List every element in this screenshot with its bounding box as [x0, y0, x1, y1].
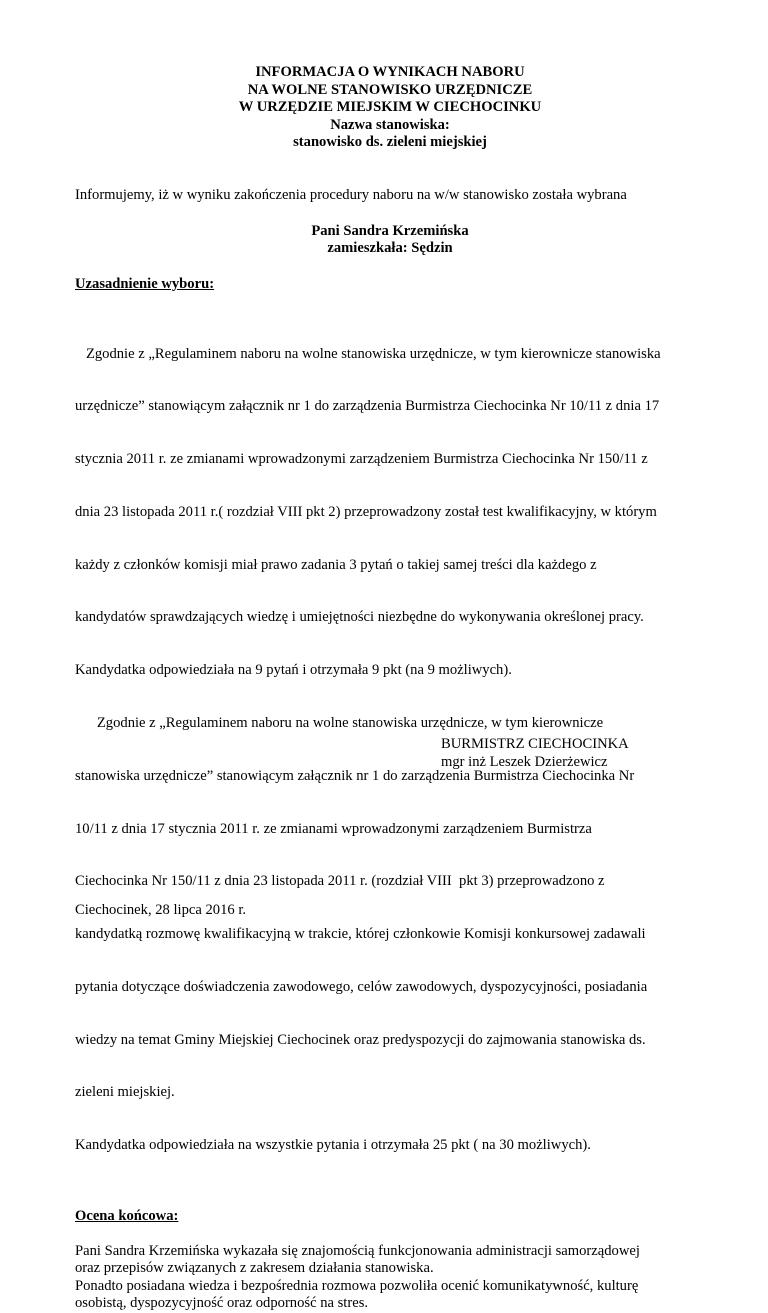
- justification-line: stycznia 2011 r. ze zmianami wprowadzonymi zarządzeniem Burmistrza Ciechocinka Nr 150/11 z: [75, 451, 648, 468]
- assessment-text: [75, 1243, 705, 1313]
- justification-line: Zgodnie z „Regulaminem naboru na wolne stanowiska urzędnicze, w tym kierownicze: [75, 715, 604, 731]
- justification-line: dnia 23 listopada 2011 r.( rozdział VIII pkt 2) przeprowadzony został test kwalifikacyjny, w którym: [75, 503, 657, 520]
- assessment-line: Ponadto posiadana wiedza i bezpośrednia rozmowa pozwoliła ocenić komunikatywność, kulturę: [75, 1277, 639, 1294]
- intro-text: Informujemy, iż w wyniku zakończenia procedury naboru na w/w stanowisko została wybrana: [75, 186, 627, 203]
- position-name: stanowisko ds. zieleni miejskiej: [293, 134, 487, 151]
- candidate-name: Pani Sandra Krzemińska: [311, 222, 469, 239]
- justification-line: zieleni miejskiej.: [75, 1084, 175, 1101]
- justification-line: Ciechocinka Nr 150/11 z dnia 23 listopada 2011 r. (rozdział VIII pkt 3) przeprowadzono z: [75, 873, 605, 890]
- document-header: [75, 64, 705, 152]
- position-label: Nazwa stanowiska:: [330, 116, 450, 133]
- signature-title: BURMISTRZ CIECHOCINKA: [441, 736, 629, 752]
- header-title: INFORMACJA O WYNIKACH NABORU: [255, 64, 525, 80]
- candidate-block: [75, 223, 705, 258]
- assessment-line: Pani Sandra Krzemińska wykazała się znajomością funkcjonowania administracji samorządowej: [75, 1242, 640, 1259]
- justification-line: urzędnicze” stanowiącym załącznik nr 1 do zarządzenia Burmistrza Ciechocinka Nr 10/11 z dnia 17: [75, 398, 660, 415]
- document-date: Ciechocinek, 28 lipca 2016 r.: [75, 902, 247, 918]
- assessment-line: oraz przepisów związanych z zakresem działania stanowiska.: [75, 1260, 434, 1277]
- header-subtitle: NA WOLNE STANOWISKO URZĘDNICZE: [247, 81, 533, 98]
- justification-line: Kandydatka odpowiedziała na 9 pytań i otrzymała 9 pkt (na 9 możliwych).: [75, 662, 512, 679]
- assessment-line: osobistą, dyspozycyjność oraz odporność na stres.: [75, 1295, 369, 1312]
- justification-line: stanowiska urzędnicze” stanowiącym załącznik nr 1 do zarządzenia Burmistrza Ciechocinka Nr: [75, 767, 635, 784]
- justification-line: Zgodnie z „Regulaminem naboru na wolne stanowiska urzędnicze, w tym kierownicze stanowiska: [75, 345, 661, 362]
- justification-line: Kandydatka odpowiedziała na wszystkie pytania i otrzymała 25 pkt ( na 30 możliwych).: [75, 1137, 591, 1154]
- justification-line: 10/11 z dnia 17 stycznia 2011 r. ze zmianami wprowadzonymi zarządzeniem Burmistrza: [75, 820, 592, 837]
- candidate-residence: zamieszkała: Sędzin: [327, 240, 453, 257]
- header-office: W URZĘDZIE MIEJSKIM W CIECHOCINKU: [238, 99, 542, 116]
- justification-line: pytania dotyczące doświadczenia zawodowego, celów zawodowych, dyspozycyjności, posiadania: [75, 978, 648, 995]
- justification-line: kandydatów sprawdzających wiedzę i umiejętności niezbędne do wykonywania określonej pracy.: [75, 609, 644, 626]
- justification-heading: Uzasadnienie wyboru:: [75, 275, 215, 292]
- justification-line: każdy z członków komisji miał prawo zadania 3 pytań o takiej samej treści dla każdego z: [75, 556, 597, 573]
- assessment-heading: Ocena końcowa:: [75, 1208, 179, 1225]
- signature-name: mgr inż Leszek Dzierżewicz: [441, 753, 608, 770]
- justification-line: kandydatką rozmowę kwalifikacyjną w trakcie, której członkowie Komisji konkursowej zadawali: [75, 926, 646, 943]
- document-body: [75, 64, 705, 1313]
- justification-line: wiedzy na temat Gminy Miejskiej Ciechocinek oraz predyspozycji do zajmowania stanowiska ds.: [75, 1031, 646, 1048]
- signature-block: [441, 736, 741, 771]
